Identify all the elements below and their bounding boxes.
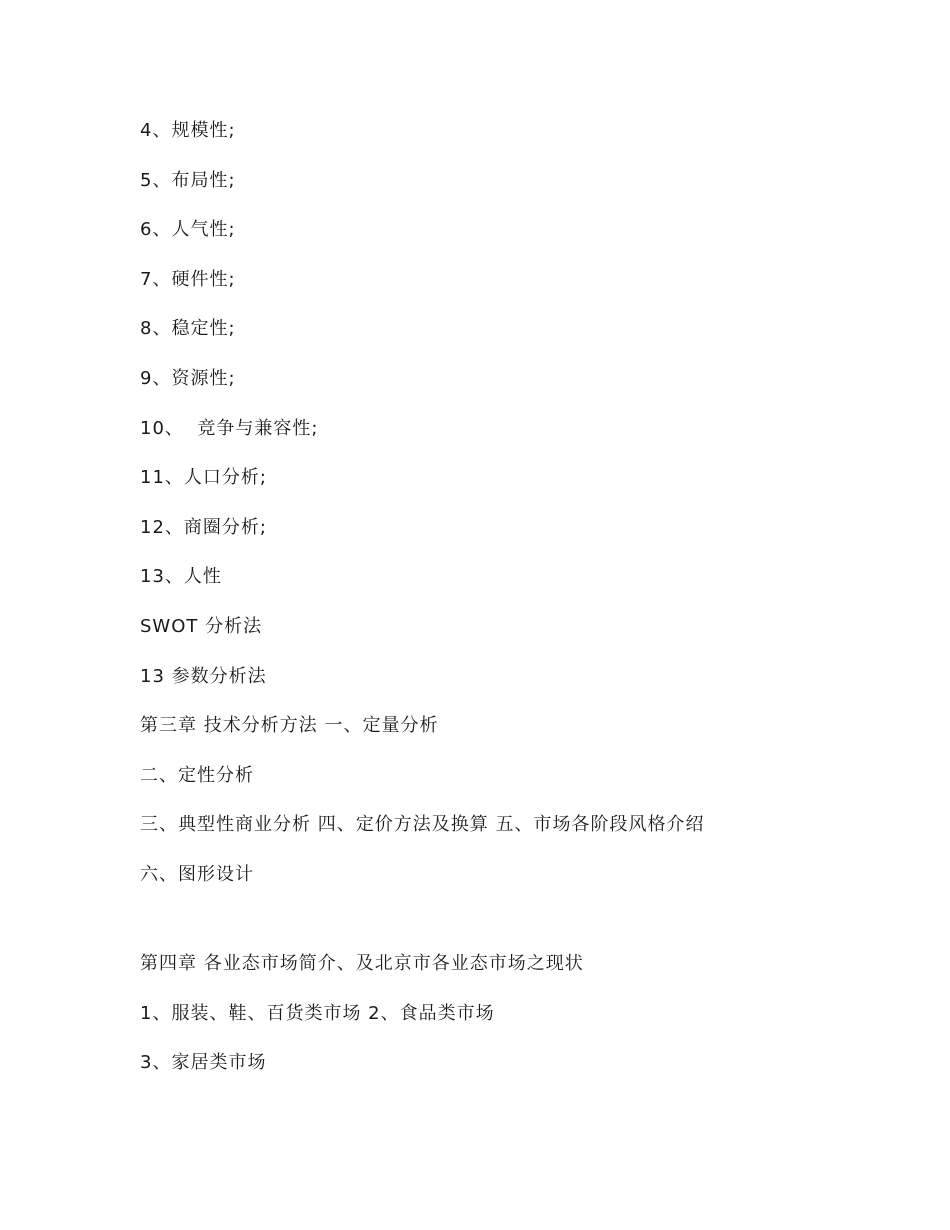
section-typical-commercial-analysis: 三、典型性商业分析 四、定价方法及换算 五、市场各阶段风格介绍 <box>140 814 705 836</box>
list-item-population-analysis: 11、人口分析; <box>140 467 267 489</box>
market-item-clothing-food: 1、服装、鞋、百货类市场 2、食品类市场 <box>140 1002 495 1024</box>
chapter-three-heading: 第三章 技术分析方法 一、定量分析 <box>140 715 439 737</box>
list-item-hardware: 7、硬件性; <box>140 268 236 290</box>
list-item-humanity: 13、人性 <box>140 566 222 588</box>
list-item-trade-area-analysis: 12、商圈分析; <box>140 516 267 538</box>
list-item-popularity: 6、人气性; <box>140 219 236 241</box>
thirteen-parameter-heading: 13 参数分析法 <box>140 665 267 687</box>
swot-heading: SWOT 分析法 <box>140 615 263 637</box>
market-item-home: 3、家居类市场 <box>140 1052 267 1074</box>
section-graphic-design: 六、图形设计 <box>140 863 254 885</box>
list-item-competition: 10、 竞争与兼容性; <box>140 417 319 439</box>
document-body <box>140 118 840 1100</box>
list-item-scale: 4、规模性; <box>140 120 236 141</box>
section-qualitative-analysis: 二、定性分析 <box>140 764 254 786</box>
list-item-layout: 5、布局性; <box>140 169 236 191</box>
chapter-four-heading: 第四章 各业态市场简介、及北京市各业态市场之现状 <box>140 952 584 974</box>
list-item-stability: 8、稳定性; <box>140 318 236 340</box>
list-item-resources: 9、资源性; <box>140 367 236 389</box>
